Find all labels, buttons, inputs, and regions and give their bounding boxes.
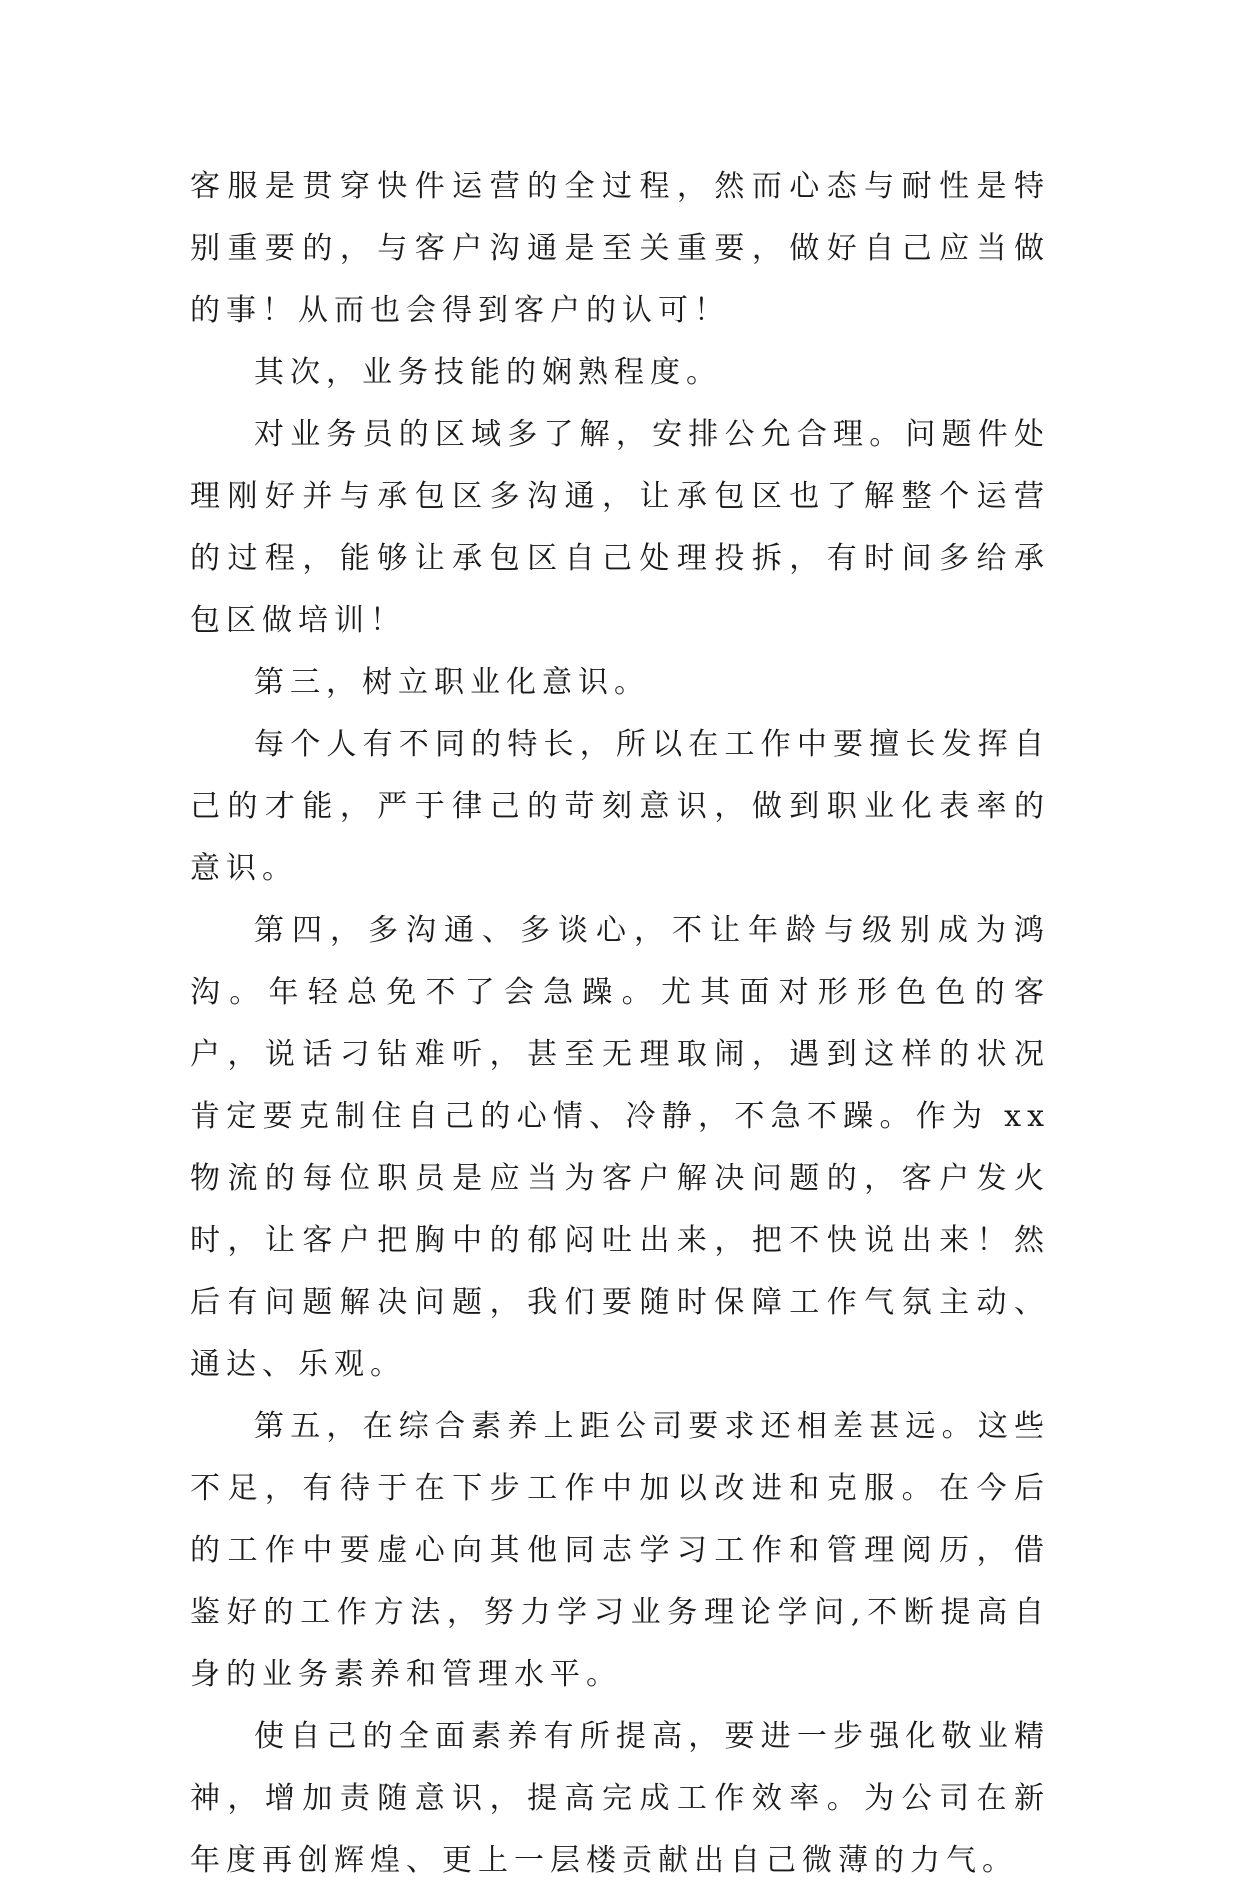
- paragraph-4: 第三，树立职业化意识。: [254, 665, 650, 700]
- paragraph-6: 第四，多沟通、多谈心，不让年龄与级别成为鸿沟。年轻总免不了会急躁。尤其面对形形色色的客户，说话刁钻难听，甚至无理取闹，遇到这样的状况肯定要克制住自己的心情、冷静，不急不躁。作为 xx 物流的每位职员是应当为客户解决问题的，客户发火时，让客户把胸中的郁闷吐出来，把不快说出来！然后有问题解决问题，我们要随时保障工作气氛主动、通达、乐观。: [190, 913, 1050, 1382]
- document-body: [190, 156, 1050, 1892]
- paragraph-7: 第五，在综合素养上距公司要求还相差甚远。这些不足，有待于在下步工作中加以改进和克服。在今后的工作中要虚心向其他同志学习工作和管理阅历，借鉴好的工作方法，努力学习业务理论学问,不断提高自身的业务素养和管理水平。: [190, 1409, 1050, 1692]
- paragraph-2: 其次，业务技能的娴熟程度。: [254, 355, 722, 390]
- paragraph-3: 对业务员的区域多了解，安排公允合理。问题件处理刚好并与承包区多沟通，让承包区也了解整个运营的过程，能够让承包区自己处理投拆，有时间多给承包区做培训！: [190, 417, 1050, 638]
- paragraph-5: 每个人有不同的特长，所以在工作中要擅长发挥自己的才能，严于律己的苛刻意识，做到职业化表率的意识。: [190, 727, 1050, 886]
- paragraph-1: 客服是贯穿快件运营的全过程，然而心态与耐性是特别重要的，与客户沟通是至关重要，做好自己应当做的事！从而也会得到客户的认可！: [190, 169, 1050, 328]
- paragraph-8: 使自己的全面素养有所提高，要进一步强化敬业精神，增加责随意识，提高完成工作效率。为公司在新年度再创辉煌、更上一层楼贡献出自己微薄的力气。: [190, 1719, 1050, 1878]
